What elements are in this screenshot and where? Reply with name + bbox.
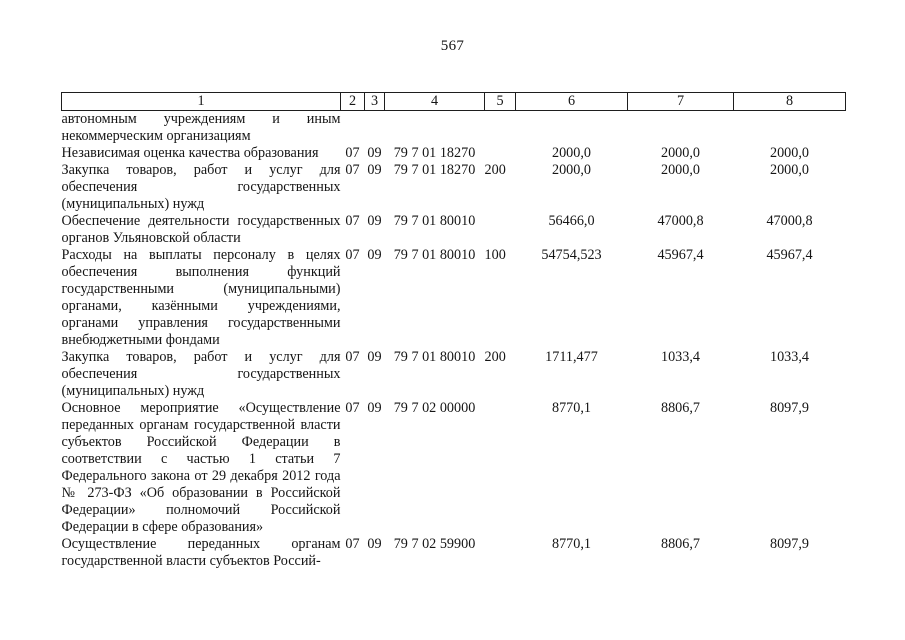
header-cell-8: 8 [734, 93, 846, 111]
row-amount-7: 2000,0 [660, 145, 700, 161]
row-subsection: 09 [367, 162, 382, 178]
row-name: Осуществление переданных органам государственной власти субъектов Россий- [61, 536, 341, 569]
header-cell-7: 7 [628, 93, 734, 111]
row-name: Закупка товаров, работ и услуг для обеспечения государственных (муниципальных) нужд [61, 349, 341, 399]
row-target-code: 79 7 01 80010 [393, 349, 476, 365]
header-row [62, 93, 846, 111]
row-amount-6: 2000,0 [551, 145, 591, 161]
table-row [62, 400, 846, 536]
row-amount-7 [628, 111, 734, 146]
row-expense-type: 100 [484, 247, 506, 263]
table-row [62, 145, 846, 162]
row-amount-8: 47000,8 [766, 213, 813, 229]
row-target-code: 79 7 01 18270 [393, 162, 476, 178]
row-expense-type [485, 111, 516, 146]
row-amount-6: 2000,0 [551, 162, 591, 178]
row-subsection: 09 [367, 536, 382, 552]
row-name: Независимая оценка качества образования [61, 145, 319, 161]
page-number: 567 [440, 38, 465, 54]
row-amount-8: 2000,0 [769, 145, 809, 161]
row-amount-7: 8806,7 [660, 400, 700, 416]
row-amount-8: 2000,0 [769, 162, 809, 178]
header-cell-4: 4 [385, 93, 485, 111]
row-amount-8: 1033,4 [769, 349, 809, 365]
row-section: 07 [345, 349, 360, 365]
row-expense-type [485, 536, 516, 570]
row-subsection [365, 111, 385, 146]
row-target-code: 79 7 02 59900 [393, 536, 476, 552]
row-amount-8: 45967,4 [766, 247, 813, 263]
row-expense-type [485, 400, 516, 536]
header-cell-1: 1 [62, 93, 341, 111]
row-amount-6: 8770,1 [551, 536, 591, 552]
row-expense-type [485, 145, 516, 162]
row-subsection: 09 [367, 213, 382, 229]
row-amount-7: 47000,8 [657, 213, 704, 229]
table-row [62, 349, 846, 400]
header-cell-2: 2 [341, 93, 365, 111]
row-section: 07 [345, 536, 360, 552]
row-subsection: 09 [367, 145, 382, 161]
table-row [62, 111, 846, 146]
row-section: 07 [345, 145, 360, 161]
row-name: автономным учреждениям и иным некоммерческим организациям [61, 111, 341, 144]
header-cell-3: 3 [365, 93, 385, 111]
row-expense-type: 200 [484, 162, 506, 178]
row-expense-type [485, 213, 516, 247]
row-amount-6: 1711,477 [545, 349, 598, 365]
budget-table [61, 92, 846, 570]
header-cell-6: 6 [516, 93, 628, 111]
row-amount-6: 54754,523 [541, 247, 602, 263]
row-target-code: 79 7 01 80010 [393, 247, 476, 263]
row-amount-8 [734, 111, 846, 146]
row-amount-7: 2000,0 [660, 162, 700, 178]
row-amount-7: 8806,7 [660, 536, 700, 552]
header-cell-5: 5 [485, 93, 516, 111]
row-target-code: 79 7 01 18270 [393, 145, 476, 161]
row-amount-7: 45967,4 [657, 247, 704, 263]
row-name: Основное мероприятие «Осуществление переданных органам государственной власти субъектов Российской Федерации в соответствии с частью 1 статьи 7 Федерального закона от 29 декабря 2012 года № 273-ФЗ «Об образовании в Российской Федерации» полномочий Российской Федерации в сфере образования» [61, 400, 341, 535]
row-name: Обеспечение деятельности государственных органов Ульяновской области [61, 213, 341, 246]
row-subsection: 09 [367, 349, 382, 365]
row-section: 07 [345, 247, 360, 263]
row-section: 07 [345, 213, 360, 229]
row-amount-7: 1033,4 [660, 349, 700, 365]
row-subsection: 09 [367, 247, 382, 263]
row-amount-8: 8097,9 [769, 400, 809, 416]
row-expense-type: 200 [484, 349, 506, 365]
row-name: Закупка товаров, работ и услуг для обеспечения государственных (муниципальных) нужд [61, 162, 341, 212]
row-target-code: 79 7 02 00000 [393, 400, 476, 416]
row-section [341, 111, 365, 146]
row-target-code [385, 111, 485, 146]
row-subsection: 09 [367, 400, 382, 416]
row-amount-6: 8770,1 [551, 400, 591, 416]
table-row [62, 247, 846, 349]
row-section: 07 [345, 400, 360, 416]
row-amount-8: 8097,9 [769, 536, 809, 552]
table-row [62, 536, 846, 570]
row-amount-6: 56466,0 [548, 213, 595, 229]
table-row [62, 162, 846, 213]
row-section: 07 [345, 162, 360, 178]
row-target-code: 79 7 01 80010 [393, 213, 476, 229]
row-amount-6 [516, 111, 628, 146]
table-row [62, 213, 846, 247]
row-name: Расходы на выплаты персоналу в целях обеспечения выполнения функций государственными (муниципальными) органами, казёнными учреждениями, органами управления государственными внебюджетными фондами [61, 247, 341, 348]
